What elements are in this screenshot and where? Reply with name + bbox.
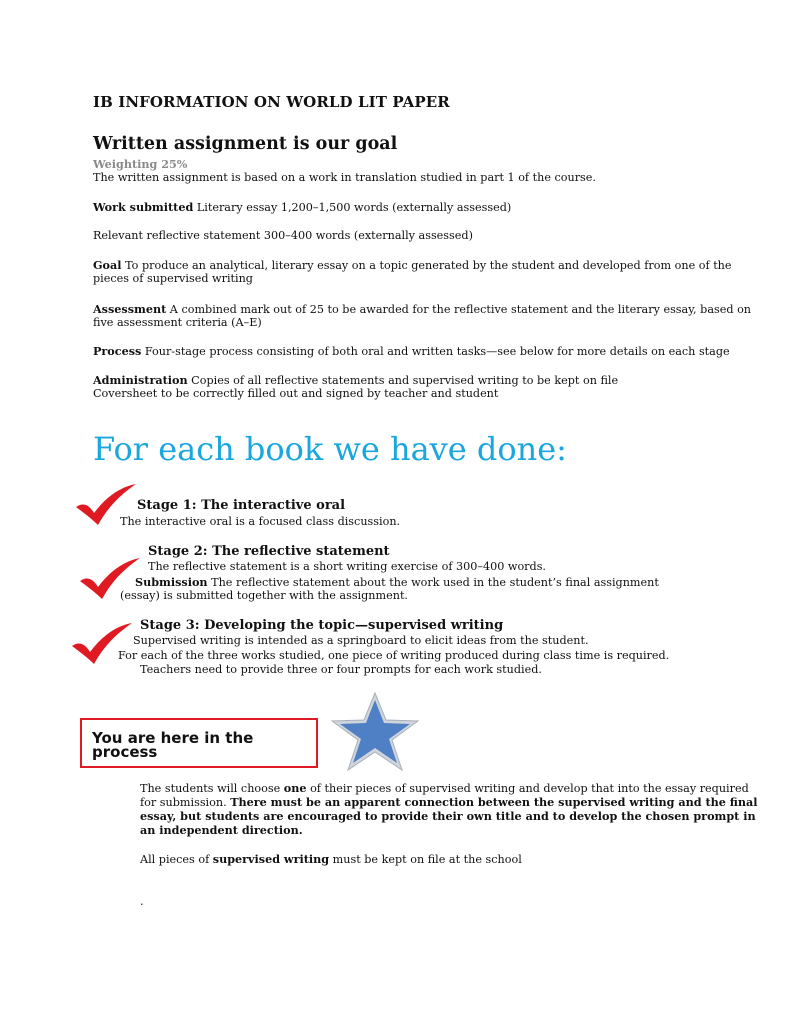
work-submitted-text: Literary essay 1,200–1,500 words (externally assessed): [193, 201, 512, 214]
section-subtitle: Written assignment is our goal: [93, 134, 398, 154]
assessment-text: A combined mark out of 25 to be awarded for the reflective statement and the literary essay, based on: [166, 303, 752, 316]
stage2-submission-text: The reflective statement about the work used in the student’s final assignment: [207, 576, 659, 589]
closing-emphasis-connection: There must be an apparent connection between the supervised writing and the final: [230, 795, 758, 809]
stage2-title: Stage 2: The reflective statement: [148, 544, 390, 559]
star-icon: [324, 690, 426, 774]
stage2-submission: [135, 575, 659, 590]
process-indicator-box: [80, 718, 318, 768]
section-heading: For each book we have done:: [93, 430, 567, 468]
assessment-label: Assessment: [93, 302, 167, 316]
closing-text-kept: must be kept on file at the school: [329, 853, 522, 866]
work-submitted-label: Work submitted: [93, 200, 194, 214]
closing-line5: [140, 852, 522, 867]
stage2-text-line3: (essay) is submitted together with the assignment.: [120, 589, 408, 602]
process-label: Process: [93, 344, 142, 358]
work-submitted-item: [93, 200, 511, 215]
process-text: Four-stage process consisting of both oral and written tasks—see below for more details on each stage: [141, 345, 730, 358]
closing-text-c: of their pieces of supervised writing and develop that into the essay required: [306, 782, 749, 795]
assessment-text-line2: five assessment criteria (A–E): [93, 316, 262, 329]
stage3-text-line2: For each of the three works studied, one piece of writing produced during class time is required.: [118, 649, 670, 662]
closing-text-for-submission: for submission.: [140, 796, 231, 809]
closing-emphasis-supervised: supervised writing: [212, 852, 330, 866]
intro-text: The written assignment is based on a work in translation studied in part 1 of the course.: [93, 171, 596, 184]
closing-line4: an independent direction.: [140, 823, 303, 837]
administration-text-line2: Coversheet to be correctly filled out and signed by teacher and student: [93, 387, 499, 400]
stage1-text: The interactive oral is a focused class discussion.: [120, 515, 401, 528]
administration-item: [93, 373, 618, 388]
closing-text-all-pieces: All pieces of: [140, 853, 213, 866]
goal-label: Goal: [93, 258, 122, 272]
closing-emphasis-one: one: [283, 781, 307, 795]
stage3-text-line1: Supervised writing is intended as a springboard to elicit ideas from the student.: [133, 634, 589, 647]
stage3-title: Stage 3: Developing the topic—supervised writing: [140, 618, 504, 633]
process-item: [93, 344, 730, 359]
goal-text: To produce an analytical, literary essay on a topic generated by the student and developed from one of the: [121, 259, 732, 272]
assessment-item: [93, 302, 751, 317]
closing-text-a: The students will choose: [140, 782, 284, 795]
stage3-text-line3: Teachers need to provide three or four prompts for each work studied.: [140, 663, 542, 676]
stage2-submission-label: Submission: [135, 575, 208, 589]
administration-label: Administration: [93, 373, 188, 387]
closing-line2: [140, 795, 758, 810]
stage2-text: The reflective statement is a short writing exercise of 300–400 words.: [148, 560, 546, 573]
administration-text: Copies of all reflective statements and supervised writing to be kept on file: [187, 374, 619, 387]
trailing-dot: .: [140, 895, 144, 908]
goal-item: [93, 258, 732, 273]
closing-line3: essay, but students are encouraged to provide their own title and to develop the chosen prompt in: [140, 809, 756, 823]
weighting-label: Weighting 25%: [93, 157, 188, 171]
stage1-title: Stage 1: The interactive oral: [137, 498, 346, 513]
process-indicator-label: You are here in the process: [92, 729, 254, 761]
reflective-item: Relevant reflective statement 300–400 words (externally assessed): [93, 229, 473, 242]
closing-line1: [140, 781, 749, 796]
document-title: IB INFORMATION ON WORLD LIT PAPER: [93, 93, 450, 111]
goal-text-line2: pieces of supervised writing: [93, 272, 253, 285]
